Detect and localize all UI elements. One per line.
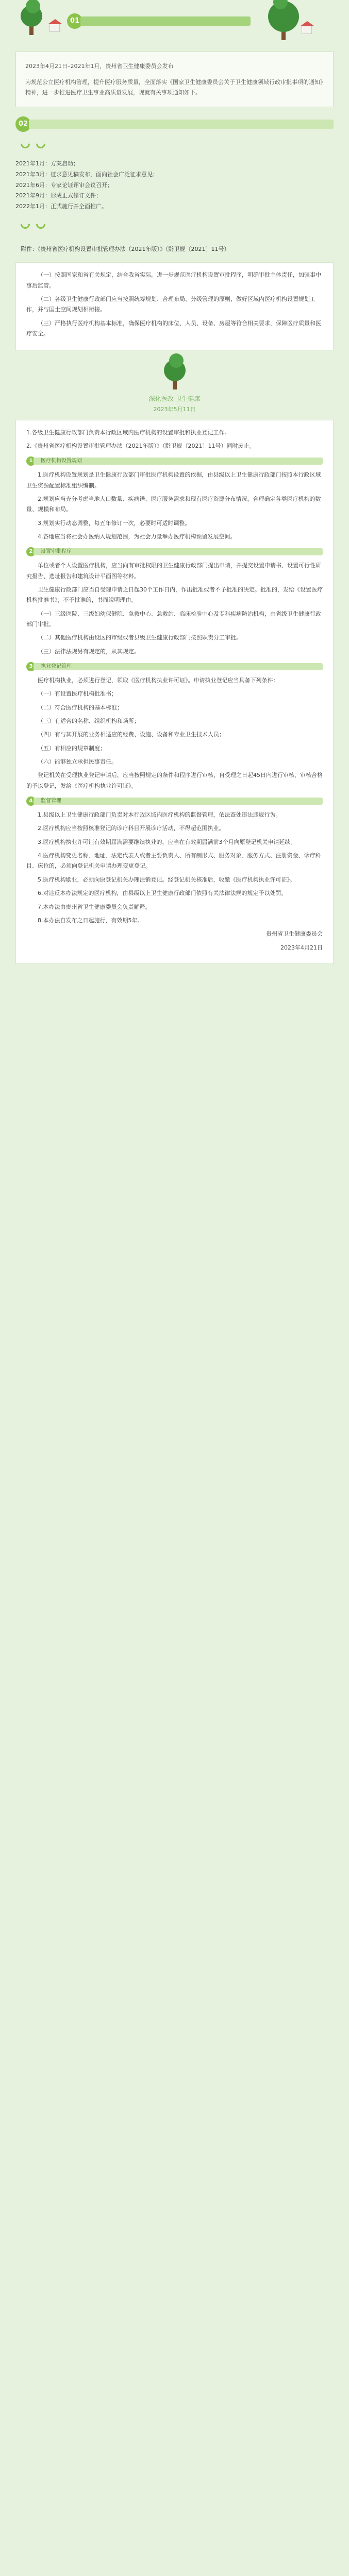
article-paragraph: （五）有相应的规章制度； [38,744,106,752]
article-section-title [26,796,323,806]
article-paragraph: 2.医疗机构应当按照核准登记的诊疗科目开展诊疗活动，不得超范围执业。 [38,825,225,832]
closing-date: 2023年4月21日 [280,944,323,951]
timeline-list [15,159,334,212]
center-subtitle: 2023年5月11日 [153,406,196,413]
section-2-title [15,116,334,132]
file-reference: 附件：《贵州省医疗机构设置审批管理办法（2021年版）》（黔卫规〔2021〕11号） [21,246,230,253]
article-paragraph: 单位或者个人设置医疗机构，应当向有审批权限的卫生健康行政部门提出申请，并提交设置申请书、设置可行性研究报告、选址报告和建筑设计平面图等材料。 [26,562,321,580]
section-bar: 设置审批程序 [34,548,323,555]
section-badge: 1 [26,456,36,466]
content-paragraph: （三）严格执行医疗机构基本标准，确保医疗机构的床位、人员、设备、房屋等符合相关要求，保障医疗质量和医疗安全。 [26,319,321,337]
header-bar [80,16,251,26]
article-section-title [26,662,323,671]
house-illustration [302,26,312,34]
timeline-item: 2022年1月：正式施行并全面推广。 [15,203,107,210]
timeline-item: 2021年9月：形成正式修订文件； [15,192,102,199]
article-section-title [26,456,323,466]
article-paragraph: （六）能够独立承担民事责任。 [38,758,117,766]
articles-box [15,420,334,964]
center-title-text: 深化医改 卫生健康 [148,395,201,403]
content-box [15,262,334,350]
article-paragraph: 8.本办法自发布之日起施行，有效期5年。 [38,917,143,924]
tree-illustration [164,360,186,389]
article-paragraph: 3.规划实行动态调整，每五年修订一次，必要时可适时调整。 [38,519,191,527]
article-paragraph: 2.规划应当充分考虑当地人口数量、疾病谱、医疗服务需求和现有医疗资源分布情况，合理确定各类医疗机构的数量、规模和布局。 [26,495,321,513]
article-lead: 1.各级卫生健康行政部门负责本行政区域内医疗机构的设置审批和执业登记工作。 [26,429,230,436]
article-section-title [26,547,323,556]
article-paragraph: 卫生健康行政部门应当自受理申请之日起30个工作日内，作出批准或者不予批准的决定。批准的，发给《设置医疗机构批准书》；不予批准的，书面说明理由。 [26,586,323,604]
section-bar: 医疗机构设置规划 [34,457,323,465]
wave-divider [15,215,334,236]
timeline-item: 2021年1月：方案启动； [15,160,79,167]
article-paragraph: （二）其他医疗机构由设区的市级或者县级卫生健康行政部门按照职责分工审批。 [38,634,242,641]
article-paragraph: 医疗机构执业，必须进行登记，领取《医疗机构执业许可证》。申请执业登记应当具备下列条件： [38,677,279,684]
section-badge: 01 [67,13,82,29]
section-bar [29,120,334,129]
article-paragraph: 3.医疗机构执业许可证有效期届满需要继续执业的，应当在有效期届满前3个月向原登记机关申请延续。 [38,838,296,845]
intro-paragraph: 为规范公立医疗机构管理，提升医疗服务质量，全面落实《国家卫生健康委员会关于卫生健康领域行政审批事项的通知》精神，进一步推进医疗卫生事业高质量发展，现就有关事项通知如下。 [25,79,323,96]
article-paragraph: （二）符合医疗机构的基本标准； [38,704,123,711]
timeline-item: 2021年6月：专家论证评审会议召开； [15,181,113,189]
article-paragraph: 1.医疗机构设置规划是卫生健康行政部门审批医疗机构设置的依据，由县级以上卫生健康行政部门按照本行政区域卫生资源配置标准组织编制。 [26,471,321,489]
article-paragraph: 4.各地应当将社会办医纳入规划范围，为社会力量举办医疗机构预留发展空间。 [38,533,236,540]
article-paragraph: （一）有设置医疗机构批准书； [38,690,117,698]
top-banner [0,0,349,52]
closing-signature: 贵州省卫生健康委员会 [266,930,323,938]
tree-illustration [268,1,299,40]
section-badge: 02 [15,116,31,132]
content-paragraph: （二）各级卫生健康行政部门应当按照统筹规划、合理布局、分级管理的原则，做好区域内医疗机构设置规划工作，并与国土空间规划相衔接。 [26,296,315,313]
tree-illustration [21,5,42,35]
article-paragraph: 登记机关在受理执业登记申请后，应当按照规定的条件和程序进行审核，自受理之日起45日内进行审核，审核合格的予以登记，发给《医疗机构执业许可证》。 [26,772,323,789]
section-bar: 监督管理 [34,798,323,805]
article-paragraph: 7.本办法由贵州省卫生健康委员会负责解释。 [38,903,151,910]
document-page [0,0,349,985]
article-paragraph: 5.医疗机构歇业，必须向原登记机关办理注销登记。经登记机关核准后，收缴《医疗机构执业许可证》。 [38,876,295,883]
section-badge: 3 [26,662,36,671]
section-bar: 执业登记管理 [34,663,323,670]
article-paragraph: 6.对违反本办法规定的医疗机构，由县级以上卫生健康行政部门依照有关法律法规的规定予以处罚。 [38,890,287,897]
article-paragraph: 1.县级以上卫生健康行政部门负责对本行政区域内医疗机构的监督管理，依法查处违法违规行为。 [38,811,281,819]
center-title [15,360,334,415]
article-paragraph: （三）法律法规另有规定的，从其规定。 [38,648,140,655]
meta-line: 2023年4月21日–2021年1月，贵州省卫生健康委员会发布 [25,63,174,70]
article-paragraph: （四）有与其开展的业务相适应的经费、设施、设备和专业卫生技术人员； [38,731,225,738]
article-paragraph: （三）有适合的名称、组织机构和场所； [38,718,140,725]
section-badge: 2 [26,547,36,556]
article-paragraph: 4.医疗机构变更名称、地址、法定代表人或者主要负责人、所有制形式、服务对象、服务方式、注册资金、诊疗科目、床位的，必须向登记机关申请办理变更登记。 [26,852,321,870]
article-lead: 2.《贵州省医疗机构设置审批管理办法（2021年版）》（黔卫规〔2021〕11号）同时废止。 [26,442,255,449]
timeline-item: 2021年3月：征求意见稿发布，面向社会广泛征求意见； [15,171,158,178]
article-paragraph: （一）三级医院、三级妇幼保健院、急救中心、急救站、临床检验中心及专科疾病防治机构，由省级卫生健康行政部门审批。 [26,610,321,628]
intro-box [15,52,334,107]
section-badge: 4 [26,796,36,806]
house-illustration [49,24,60,32]
content-paragraph: （一）按照国家和省有关规定，结合我省实际，进一步规范医疗机构设置审批程序，明确审批主体责任，加强事中事后监管。 [26,272,321,289]
wave-divider [15,135,334,156]
